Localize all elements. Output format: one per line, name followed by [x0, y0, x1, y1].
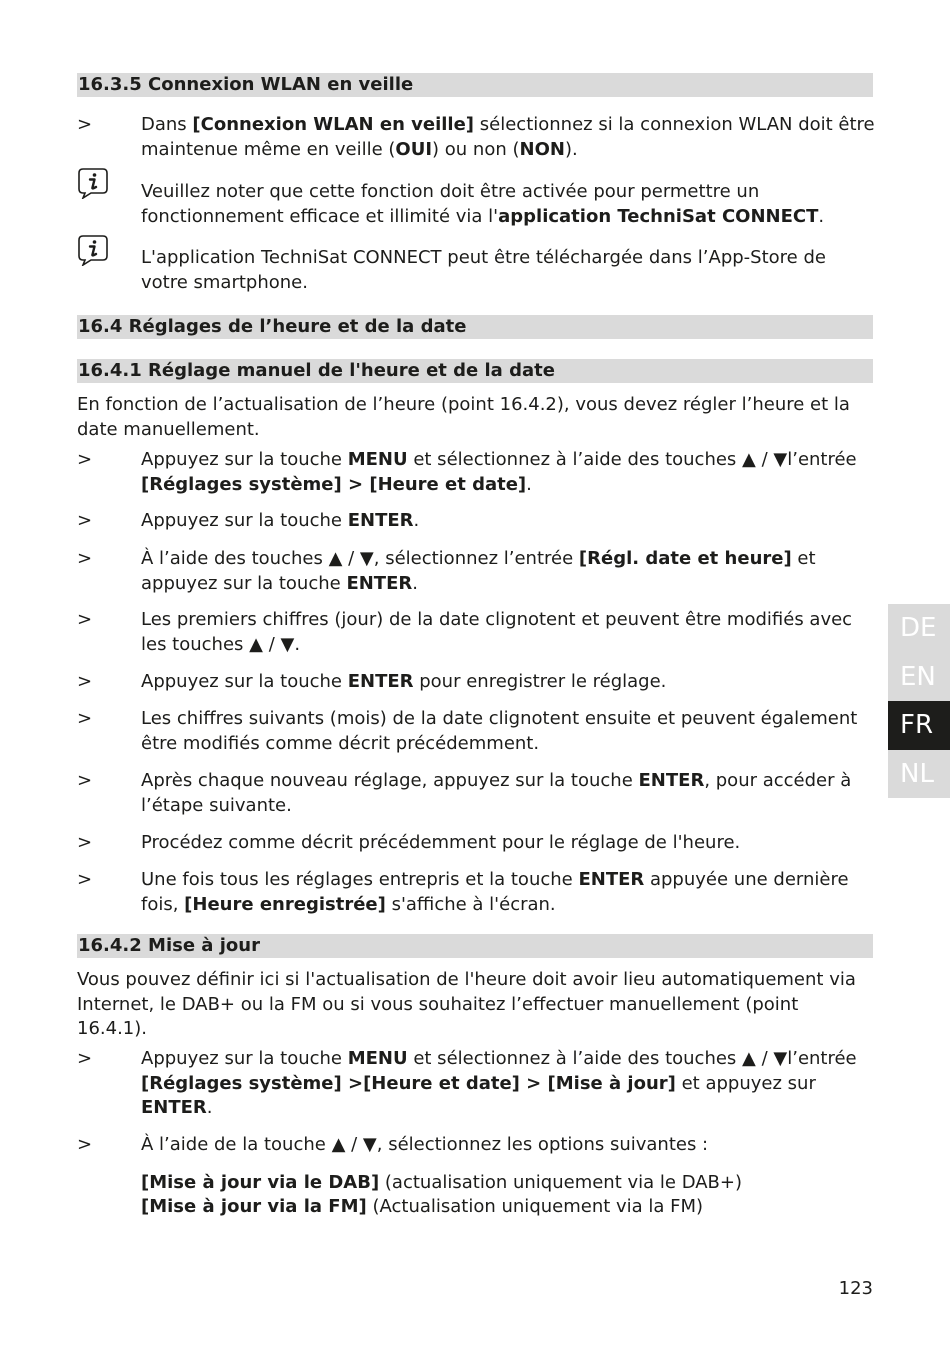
language-tab-nl[interactable]: NL [888, 750, 950, 799]
intro-paragraph: En fonction de l’actualisation de l’heure (point 16.4.2), vous devez régler l’heure et la date manuellement. [77, 394, 850, 440]
section-heading-16-4-1: 16.4.1 Réglage manuel de l'heure et de la date [77, 359, 873, 383]
bullet-marker: > [77, 869, 93, 890]
option-dab: [Mise à jour via le DAB] (actualisation uniquement via le DAB+) [141, 1172, 742, 1193]
bullet-marker: > [77, 548, 93, 569]
bullet-marker: > [77, 671, 93, 692]
list-item: Appuyez sur la touche MENU et sélectionnez à l’aide des touches ▲ / ▼l’entrée [Réglages système] >[Heure et date] > [Mise à jour] et appuyez sur ENTER. [141, 1048, 857, 1118]
option-fm: [Mise à jour via la FM] (Actualisation uniquement via la FM) [141, 1196, 704, 1217]
list-item: Procédez comme décrit précédemment pour le réglage de l'heure. [141, 832, 741, 853]
bullet-marker: > [77, 832, 93, 853]
list-item: À l’aide de la touche ▲ / ▼, sélectionnez les options suivantes : [141, 1134, 709, 1155]
list-item: Appuyez sur la touche ENTER pour enregistrer le réglage. [141, 671, 667, 692]
list-item: Après chaque nouveau réglage, appuyez sur la touche ENTER, pour accéder à l’étape suivante. [141, 770, 852, 816]
list-item: Les chiffres suivants (mois) de la date clignotent ensuite et peuvent également être modifiés comme décrit précédemment. [141, 708, 858, 754]
bullet-marker: > [77, 449, 93, 470]
section-heading-16-3-5: 16.3.5 Connexion WLAN en veille [77, 73, 873, 97]
note-app-store: L'application TechniSat CONNECT peut être téléchargée dans l’App-Store de votre smartphone. [141, 247, 826, 293]
bullet-marker: > [77, 770, 93, 791]
bullet-marker: > [77, 114, 93, 135]
list-item: Les premiers chiffres (jour) de la date clignotent et peuvent être modifiés avec les touches ▲ / ▼. [141, 609, 853, 655]
language-tab-en[interactable]: EN [888, 653, 950, 702]
language-tab-de[interactable]: DE [888, 604, 950, 653]
list-item: À l’aide des touches ▲ / ▼, sélectionnez l’entrée [Régl. date et heure] et appuyez sur la touche ENTER. [141, 548, 816, 594]
bullet-marker: > [77, 1134, 93, 1155]
instruction-wlan-standby: Dans [Connexion WLAN en veille] sélectionnez si la connexion WLAN doit être maintenue même en veille (OUI) ou non (NON). [141, 114, 875, 160]
list-item: Appuyez sur la touche MENU et sélectionnez à l’aide des touches ▲ / ▼l’entrée [Réglages système] > [Heure et date]. [141, 449, 857, 495]
note-technisat-connect: Veuillez noter que cette fonction doit être activée pour permettre un fonctionnement efficace et illimité via l'application TechniSat CONNECT. [141, 181, 825, 227]
bullet-marker: > [77, 1048, 93, 1069]
list-item: Appuyez sur la touche ENTER. [141, 510, 420, 531]
info-icon [77, 234, 109, 266]
intro-paragraph: Vous pouvez définir ici si l'actualisation de l'heure doit avoir lieu automatiquement via Internet, le DAB+ ou la FM ou si vous souhaitez l’effectuer manuellement (point 16.4.1). [77, 969, 856, 1039]
bullet-marker: > [77, 510, 93, 531]
language-tab-fr[interactable]: FR [888, 701, 950, 750]
bullet-marker: > [77, 609, 93, 630]
language-tabs [888, 604, 950, 798]
bullet-marker: > [77, 708, 93, 729]
section-heading-16-4-2: 16.4.2 Mise à jour [77, 934, 873, 958]
list-item: Une fois tous les réglages entrepris et la touche ENTER appuyée une dernière fois, [Heure enregistrée] s'affiche à l'écran. [141, 869, 849, 915]
page-number: 123 [838, 1278, 873, 1299]
info-icon [77, 167, 109, 199]
section-heading-16-4: 16.4 Réglages de l’heure et de la date [77, 315, 873, 339]
